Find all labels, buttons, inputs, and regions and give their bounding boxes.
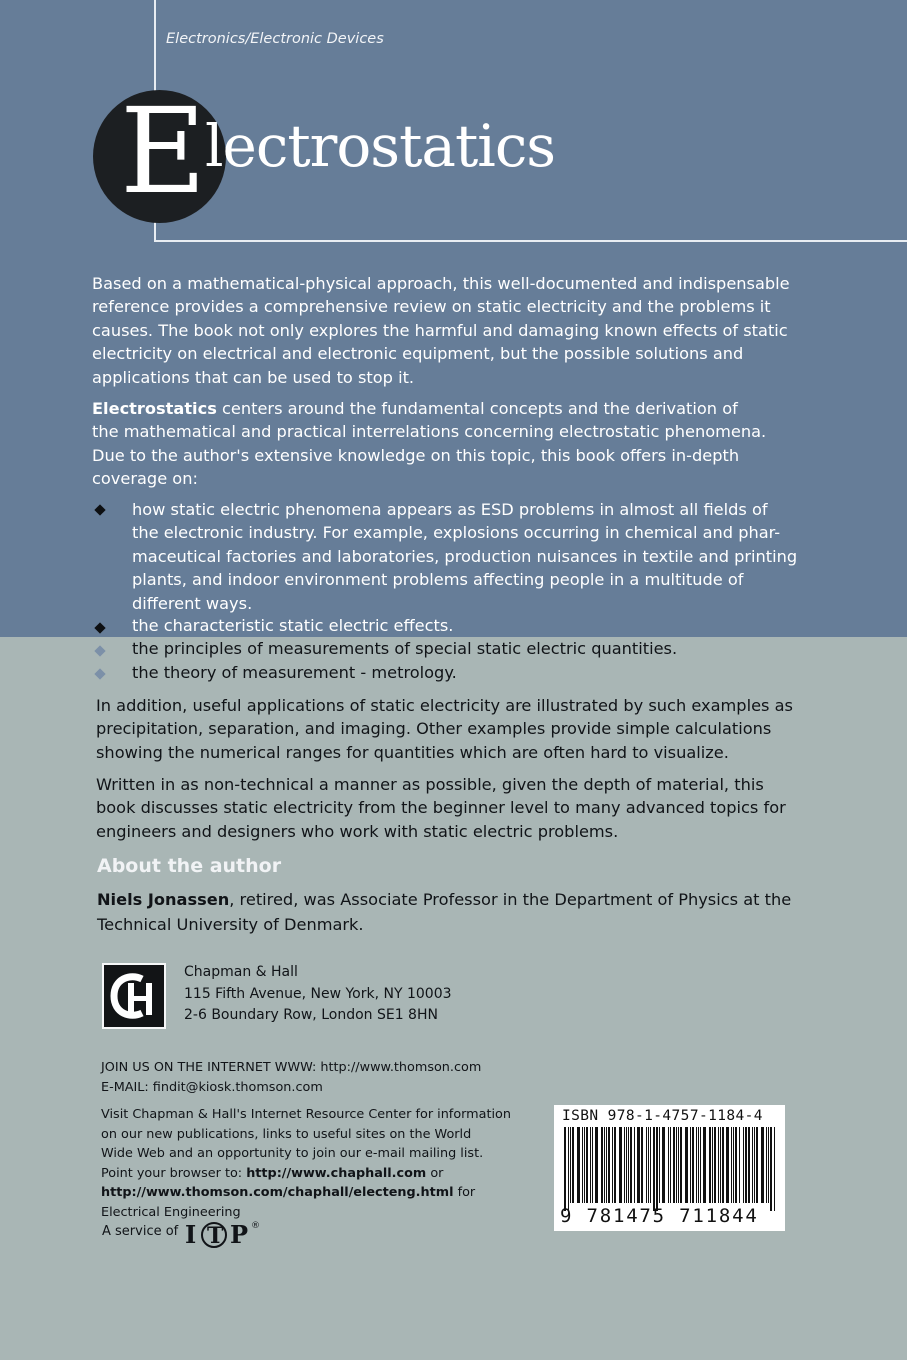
author-line-2: Technical University of Denmark.: [97, 915, 364, 934]
resource-line: Visit Chapman & Hall's Internet Resource Center for information: [101, 1107, 511, 1122]
bullet-line: different ways.: [132, 593, 253, 613]
resource-line: Wide Web and an opportunity to join our e-mail mailing list.: [101, 1146, 484, 1162]
barcode-bar: [608, 1127, 610, 1203]
applications-line: In addition, useful applications of static electricity are illustrated by such examples as: [96, 696, 793, 715]
barcode-bar: [670, 1127, 671, 1203]
publisher-address-london: 2-6 Boundary Row, London SE1 8HN: [184, 1007, 438, 1023]
bullet-item: [132, 614, 453, 637]
barcode-bar: [646, 1127, 647, 1203]
barcode-bar: [630, 1127, 632, 1203]
browse-or: or: [426, 1165, 444, 1181]
chapman-hall-logo: [102, 963, 166, 1029]
barcode-bar: [656, 1127, 658, 1211]
resource-last-line: Electrical Engineering: [101, 1204, 241, 1220]
barcode-bar: [662, 1127, 665, 1203]
barcode-bar: [595, 1127, 598, 1203]
barcode-bar: [754, 1127, 755, 1203]
service-label: A service of: [102, 1224, 179, 1239]
barcode-bar: [648, 1127, 649, 1203]
about-author-heading: About the author: [97, 855, 282, 877]
focus-bold-title: Electrostatics: [92, 399, 217, 418]
bullet-line: the theory of measurement - metrology.: [132, 663, 457, 682]
barcode-bar: [606, 1127, 607, 1203]
barcode-bar: [761, 1127, 764, 1203]
barcode-bar: [709, 1127, 711, 1203]
bullet-line: plants, and indoor environment problems affecting people in a multitude of: [132, 570, 744, 590]
author-name: Niels Jonassen: [97, 890, 230, 909]
intro-line: causes. The book not only explores the harmful and damaging known effects of static: [92, 320, 788, 340]
bullet-item: [132, 637, 677, 660]
focus-line-1-rest: centers around the fundamental concepts and the derivation of: [216, 399, 738, 418]
isbn-label: ISBN 978-1-4757-1184-4: [562, 1108, 763, 1124]
internet-www[interactable]: JOIN US ON THE INTERNET WWW: http://www.thomson.com: [101, 1060, 482, 1075]
barcode-bar: [628, 1127, 629, 1203]
barcode-bar: [673, 1127, 675, 1203]
barcode-bar: [668, 1127, 669, 1203]
focus-line: coverage on:: [92, 469, 198, 489]
title-initial-letter: E: [120, 82, 207, 220]
barcode-bar: [601, 1127, 603, 1203]
itp-logo-icon: [185, 1218, 265, 1252]
resource-browse-line: [101, 1164, 511, 1184]
author-line-1: [97, 887, 791, 912]
barcode-bar: [637, 1127, 640, 1203]
barcode-bar: [774, 1127, 775, 1211]
bullet-line: the principles of measurements of special static electric quantities.: [132, 639, 678, 658]
barcode-bar: [592, 1127, 593, 1203]
author-bio: [97, 887, 791, 937]
focus-line: Due to the author's extensive knowledge on this topic, this book offers in-depth: [92, 445, 740, 465]
bullet-item: [132, 498, 797, 615]
barcode-bar: [698, 1127, 699, 1203]
internet-info: [101, 1058, 481, 1097]
bullet-line: maceutical factories and laboratories, production nuisances in textile and printing: [132, 546, 798, 566]
barcode-bar: [743, 1127, 744, 1203]
intro-paragraph: [92, 272, 790, 389]
barcode-bar: [626, 1127, 627, 1203]
barcode-bar: [714, 1127, 716, 1203]
barcode-bar: [653, 1127, 655, 1211]
isbn-barcode: [554, 1105, 785, 1231]
barcode-bar: [685, 1127, 688, 1203]
browse-prefix: Point your browser to:: [101, 1165, 247, 1181]
svg-text:®: ®: [251, 1221, 260, 1231]
barcode-bar: [650, 1127, 651, 1203]
barcode-bar: [614, 1127, 616, 1203]
browse-for: for: [453, 1185, 476, 1201]
isbn-digits: 9 781475 711844: [560, 1205, 759, 1227]
resource-paragraph: [101, 1105, 511, 1223]
barcode-bar: [720, 1127, 721, 1203]
barcode-bar: [756, 1127, 758, 1203]
barcode-bar: [696, 1127, 697, 1203]
barcode-bar: [733, 1127, 734, 1203]
barcode-bar: [726, 1127, 729, 1203]
applications-paragraph: [96, 694, 793, 764]
barcode-bar: [722, 1127, 724, 1203]
barcode-bar: [570, 1127, 571, 1203]
barcode-bar: [641, 1127, 643, 1203]
audience-paragraph: [96, 773, 786, 843]
applications-line: precipitation, separation, and imaging. Other examples provide simple calculations: [96, 719, 772, 739]
barcode-bar: [712, 1127, 713, 1203]
svg-text:I: I: [185, 1220, 197, 1249]
intro-line: applications that can be used to stop it.: [92, 367, 415, 387]
svg-text:T: T: [207, 1223, 224, 1249]
barcode-bar: [604, 1127, 605, 1203]
barcode-bar: [731, 1127, 732, 1203]
barcode-bar: [582, 1127, 583, 1203]
intro-line: Based on a mathematical-physical approach, this well-documented and indispensable: [92, 274, 790, 293]
publisher-address-ny: 115 Fifth Avenue, New York, NY 10003: [184, 985, 452, 1002]
svg-text:P: P: [230, 1220, 249, 1249]
barcode-bar: [568, 1127, 569, 1211]
internet-email[interactable]: E-MAIL: findit@kiosk.thomson.com: [101, 1079, 323, 1095]
barcode-bar: [700, 1127, 701, 1203]
author-line-1-rest: , retired, was Associate Professor in the Department of Physics at the: [229, 890, 792, 909]
bullet-line: how static electric phenomena appears as ESD problems in almost all fields of: [132, 500, 768, 519]
barcode-bar: [564, 1127, 566, 1211]
barcode-bar: [748, 1127, 750, 1203]
barcode-bar: [718, 1127, 719, 1203]
applications-line: showing the numerical ranges for quantities which are often hard to visualize.: [96, 742, 729, 762]
barcode-bar: [612, 1127, 613, 1203]
publisher-address: [184, 962, 452, 1027]
bullet-item: [132, 661, 457, 684]
bullet-line: the electronic industry. For example, explosions occurring in chemical and phar-: [132, 523, 781, 543]
frame-line-horizontal: [154, 240, 907, 242]
resource-line: on our new publications, links to useful sites on the World: [101, 1126, 472, 1142]
resource-browse-line-2: [101, 1183, 511, 1203]
chapman-hall-logo-icon: [108, 969, 160, 1023]
focus-line-1: [92, 397, 766, 420]
barcode-bar: [659, 1127, 660, 1203]
barcode-bar: [619, 1127, 622, 1203]
audience-line: Written in as non-technical a manner as possible, given the depth of material, this: [96, 775, 764, 794]
barcode-bar: [770, 1127, 772, 1211]
barcode-bar: [624, 1127, 625, 1203]
barcode-bar: [680, 1127, 682, 1203]
focus-paragraph: [92, 397, 766, 491]
barcode-bar: [766, 1127, 767, 1203]
barcode-bar: [703, 1127, 706, 1203]
barcode-bar: [584, 1127, 585, 1203]
barcode-bar: [590, 1127, 591, 1203]
barcode-bar: [752, 1127, 753, 1203]
category-label: Electronics/Electronic Devices: [166, 31, 384, 47]
barcode-bar: [768, 1127, 769, 1203]
electeng-link[interactable]: http://www.thomson.com/chaphall/electeng.html: [101, 1185, 454, 1201]
book-title: lectrostatics: [205, 112, 556, 180]
audience-line: engineers and designers who work with static electric problems.: [96, 821, 619, 841]
intro-line: electricity on electrical and electronic equipment, but the possible solutions and: [92, 344, 744, 364]
barcode-bar: [586, 1127, 588, 1203]
audience-line: book discusses static electricity from the beginner level to many advanced topics for: [96, 798, 786, 818]
focus-line: the mathematical and practical interrelations concerning electrostatic phenomena.: [92, 422, 767, 442]
barcode-bar: [678, 1127, 679, 1203]
barcode-bar: [577, 1127, 580, 1203]
barcode-bar: [745, 1127, 747, 1203]
barcode-bar: [735, 1127, 737, 1203]
barcode-bar: [690, 1127, 691, 1203]
bullet-line: the characteristic static electric effects.: [132, 616, 454, 635]
barcode-bar: [739, 1127, 740, 1203]
barcode-bar: [634, 1127, 635, 1203]
chaphall-link[interactable]: http://www.chaphall.com: [246, 1165, 427, 1181]
barcode-bar: [692, 1127, 694, 1203]
barcode-bar: [572, 1127, 574, 1203]
barcode-bar: [676, 1127, 677, 1203]
publisher-name: Chapman & Hall: [184, 964, 298, 980]
intro-line: reference provides a comprehensive review on static electricity and the problems it: [92, 297, 771, 317]
